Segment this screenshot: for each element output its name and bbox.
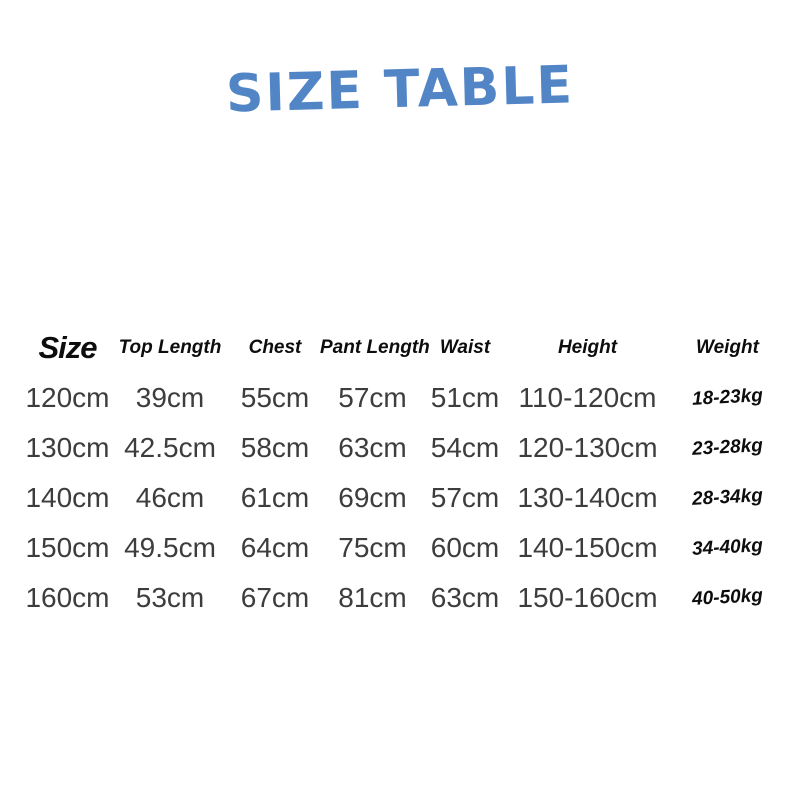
cell-weight-140: 28-34kg: [691, 485, 764, 510]
cell-pant-length-150: 75cm: [338, 532, 407, 563]
header-pant-length: Pant Length: [320, 337, 430, 358]
page-title: SIZE TABLE: [225, 55, 575, 125]
cell-size-160: 160cm: [25, 582, 110, 613]
cell-height-160: 150-160cm: [517, 582, 658, 613]
cell-height-120: 110-120cm: [518, 382, 657, 413]
size-chart-page: [0, 55, 800, 800]
cell-chest-120: 55cm: [240, 382, 310, 413]
cell-pant-length-120: 57cm: [338, 382, 407, 413]
cell-chest-160: 67cm: [240, 582, 310, 613]
cell-weight-150: 34-40kg: [691, 535, 764, 560]
cell-waist-120: 51cm: [430, 382, 500, 413]
header-weight: Weight: [696, 337, 759, 358]
cell-top-length-130: 42.5cm: [124, 432, 216, 463]
cell-top-length-120: 39cm: [135, 382, 205, 413]
cell-top-length-160: 53cm: [135, 582, 205, 613]
cell-weight-160: 40-50kg: [691, 585, 764, 610]
header-chest: Chest: [248, 337, 302, 358]
cell-size-150: 150cm: [25, 532, 110, 563]
header-height: Height: [557, 337, 618, 358]
cell-pant-length-140: 69cm: [338, 482, 407, 513]
cell-chest-130: 58cm: [240, 432, 310, 463]
cell-pant-length-130: 63cm: [338, 432, 407, 463]
cell-weight-120: 18-23kg: [691, 385, 764, 410]
cell-chest-150: 64cm: [240, 532, 310, 563]
cell-height-130: 120-130cm: [517, 432, 658, 463]
cell-weight-130: 23-28kg: [691, 435, 764, 460]
cell-size-140: 140cm: [25, 482, 110, 513]
cell-height-150: 140-150cm: [517, 532, 658, 563]
size-table: [0, 323, 800, 623]
header-top-length: Top Length: [118, 337, 222, 358]
cell-waist-130: 54cm: [430, 432, 500, 463]
cell-top-length-140: 46cm: [135, 482, 205, 513]
cell-top-length-150: 49.5cm: [124, 532, 216, 563]
cell-waist-140: 57cm: [430, 482, 500, 513]
header-size: Size: [38, 330, 97, 365]
cell-waist-160: 63cm: [430, 582, 500, 613]
cell-waist-150: 60cm: [430, 532, 500, 563]
cell-chest-140: 61cm: [240, 482, 310, 513]
cell-size-120: 120cm: [25, 382, 110, 413]
header-waist: Waist: [439, 337, 491, 358]
cell-size-130: 130cm: [25, 432, 110, 463]
cell-pant-length-160: 81cm: [338, 582, 407, 613]
cell-height-140: 130-140cm: [517, 482, 658, 513]
